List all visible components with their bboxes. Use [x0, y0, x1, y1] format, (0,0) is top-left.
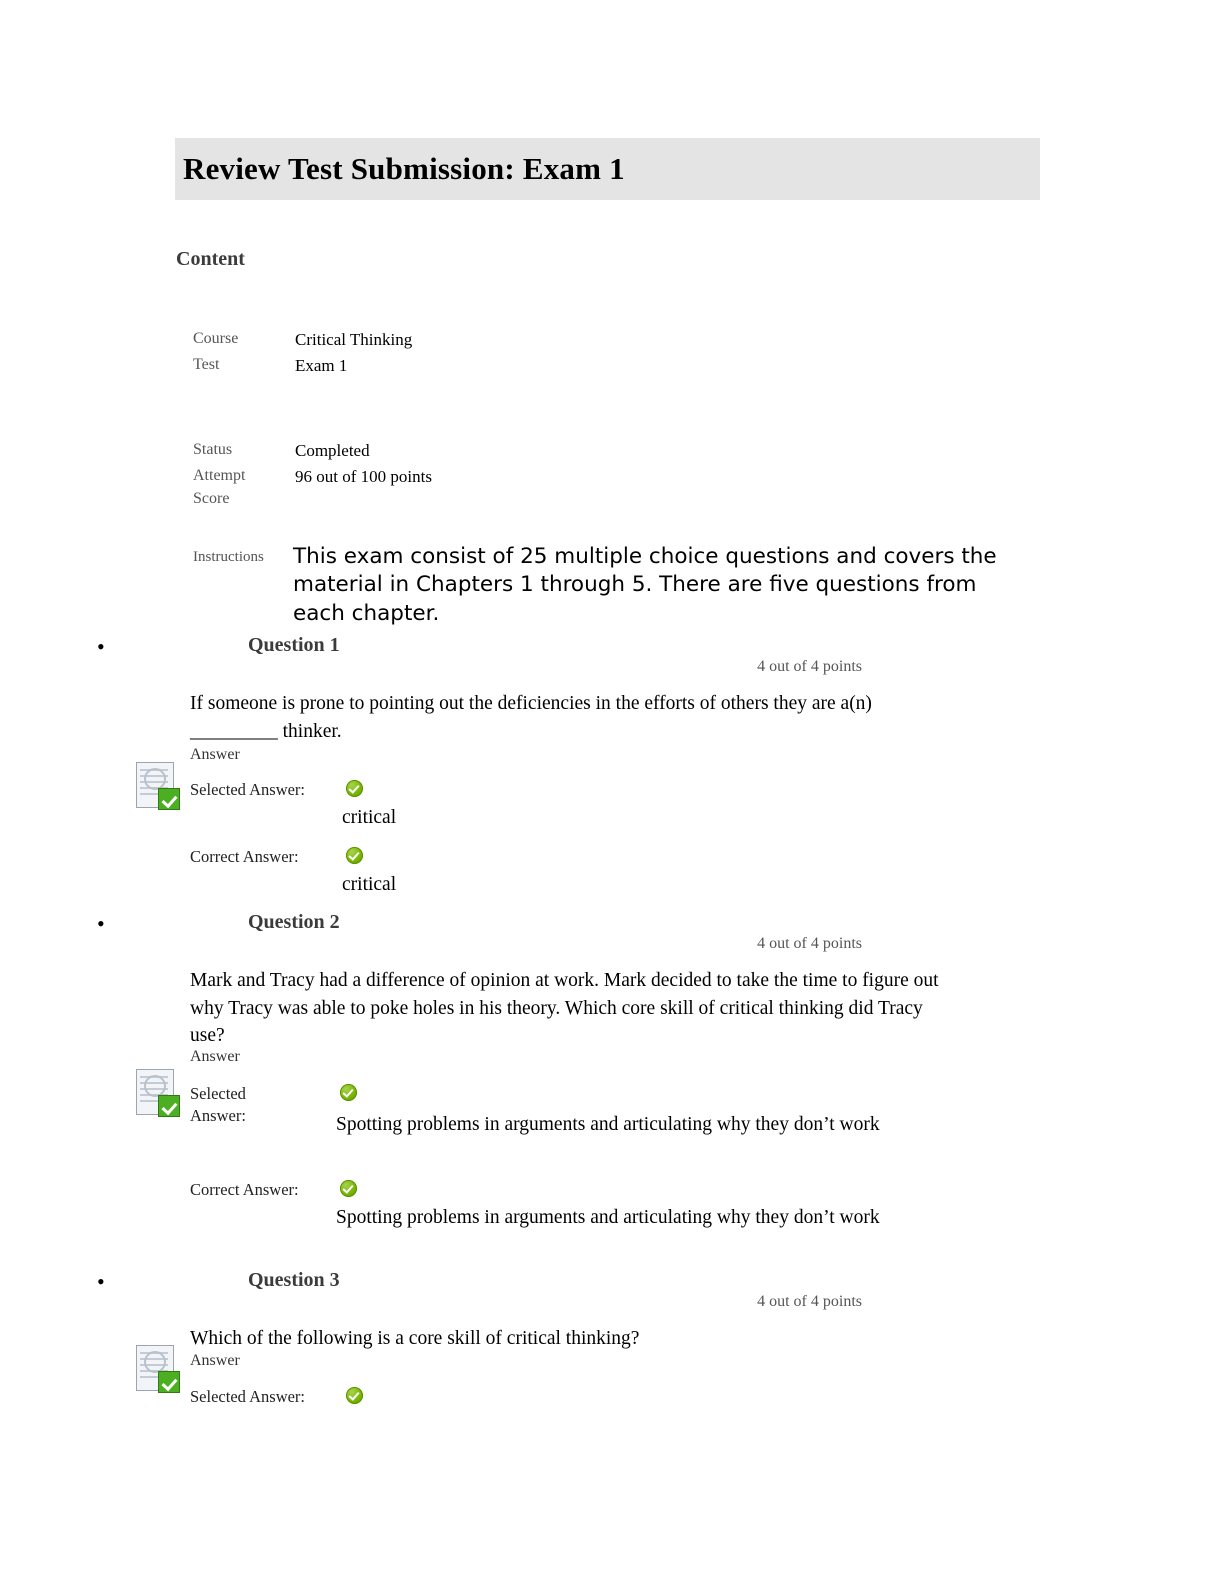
meta-row-course [193, 328, 993, 352]
meta-label-attempt-line1: Attempt [193, 467, 246, 485]
meta-value-course: Critical Thinking [295, 330, 413, 349]
question-text-1: If someone is prone to pointing out the deficiencies in the efforts of others they are a(n) _________ thinker. [190, 693, 872, 742]
document-check-icon [134, 762, 182, 810]
question-title-2: Question 2 [248, 911, 340, 933]
correct-answer-row-1 [190, 846, 990, 895]
question-text-2: Mark and Tracy had a difference of opinion at work. Mark decided to take the time to figure out why Tracy was able to poke holes in his theory. Which core skill of critical thinking did Tracy use? [190, 970, 939, 1047]
meta-label-test: Test [193, 356, 220, 374]
correct-answer-row-2 [190, 1179, 990, 1228]
document-check-icon [134, 1069, 182, 1117]
content-heading: Content [176, 248, 245, 270]
question-bullet: • [97, 1269, 105, 1294]
correct-answer-text-2: Spotting problems in arguments and articulating why they don’t work [336, 1207, 880, 1228]
green-check-icon [346, 847, 363, 864]
answer-label-3: Answer [190, 1352, 240, 1369]
page-title: Review Test Submission: Exam 1 [183, 151, 625, 186]
selected-answer-row-3 [190, 1386, 990, 1408]
green-check-icon [340, 1084, 357, 1101]
question-text-3: Which of the following is a core skill of critical thinking? [190, 1328, 640, 1349]
selected-answer-label-1: Selected Answer: [190, 780, 306, 799]
selected-answer-text-1: critical [342, 807, 397, 828]
instructions-label: Instructions [193, 549, 264, 565]
meta-row-attempt-score [193, 465, 993, 510]
green-check-icon [340, 1180, 357, 1197]
green-check-icon [346, 1387, 363, 1404]
meta-label-attempt-line2: Score [193, 489, 230, 507]
question-bullet: • [97, 634, 105, 659]
test-meta-course [193, 328, 993, 380]
document-check-icon [134, 1345, 182, 1393]
question-points-1: 4 out of 4 points [757, 658, 862, 675]
correct-answer-label-2: Correct Answer: [190, 1180, 299, 1199]
meta-row-test [193, 354, 993, 378]
selected-answer-label-2 [190, 1083, 270, 1128]
selected-answer-label-2-line1: Selected [190, 1084, 246, 1103]
meta-value-attempt-score: 96 out of 100 points [295, 467, 432, 487]
green-check-icon [346, 780, 363, 797]
meta-value-status: Completed [295, 441, 370, 460]
meta-label-status: Status [193, 441, 233, 458]
question-title-3: Question 3 [248, 1269, 340, 1291]
instructions-block [193, 543, 1053, 628]
question-points-2: 4 out of 4 points [757, 935, 862, 952]
test-meta-status [193, 439, 993, 513]
meta-value-test: Exam 1 [295, 356, 348, 376]
question-points-3: 4 out of 4 points [757, 1293, 862, 1310]
selected-answer-label-3: Selected Answer: [190, 1387, 306, 1406]
selected-answer-row-1 [190, 779, 990, 828]
selected-answer-label-2-line2: Answer: [190, 1106, 246, 1126]
instructions-text: This exam consist of 25 multiple choice questions and covers the material in Chapters 1 through 5. There are five questions from each chapter. [293, 544, 997, 626]
selected-answer-row-2 [190, 1083, 990, 1135]
answer-label-2: Answer [190, 1048, 240, 1065]
meta-row-status [193, 439, 993, 463]
selected-answer-text-2: Spotting problems in arguments and articulating why they don’t work [336, 1114, 880, 1135]
page-title-bar [175, 138, 1040, 200]
question-bullet: • [97, 911, 105, 936]
correct-answer-text-1: critical [342, 874, 397, 895]
answer-label-1: Answer [190, 746, 240, 763]
meta-label-attempt-score [193, 465, 295, 510]
correct-answer-label-1: Correct Answer: [190, 847, 299, 866]
question-title-1: Question 1 [248, 634, 340, 656]
meta-label-course: Course [193, 330, 239, 347]
